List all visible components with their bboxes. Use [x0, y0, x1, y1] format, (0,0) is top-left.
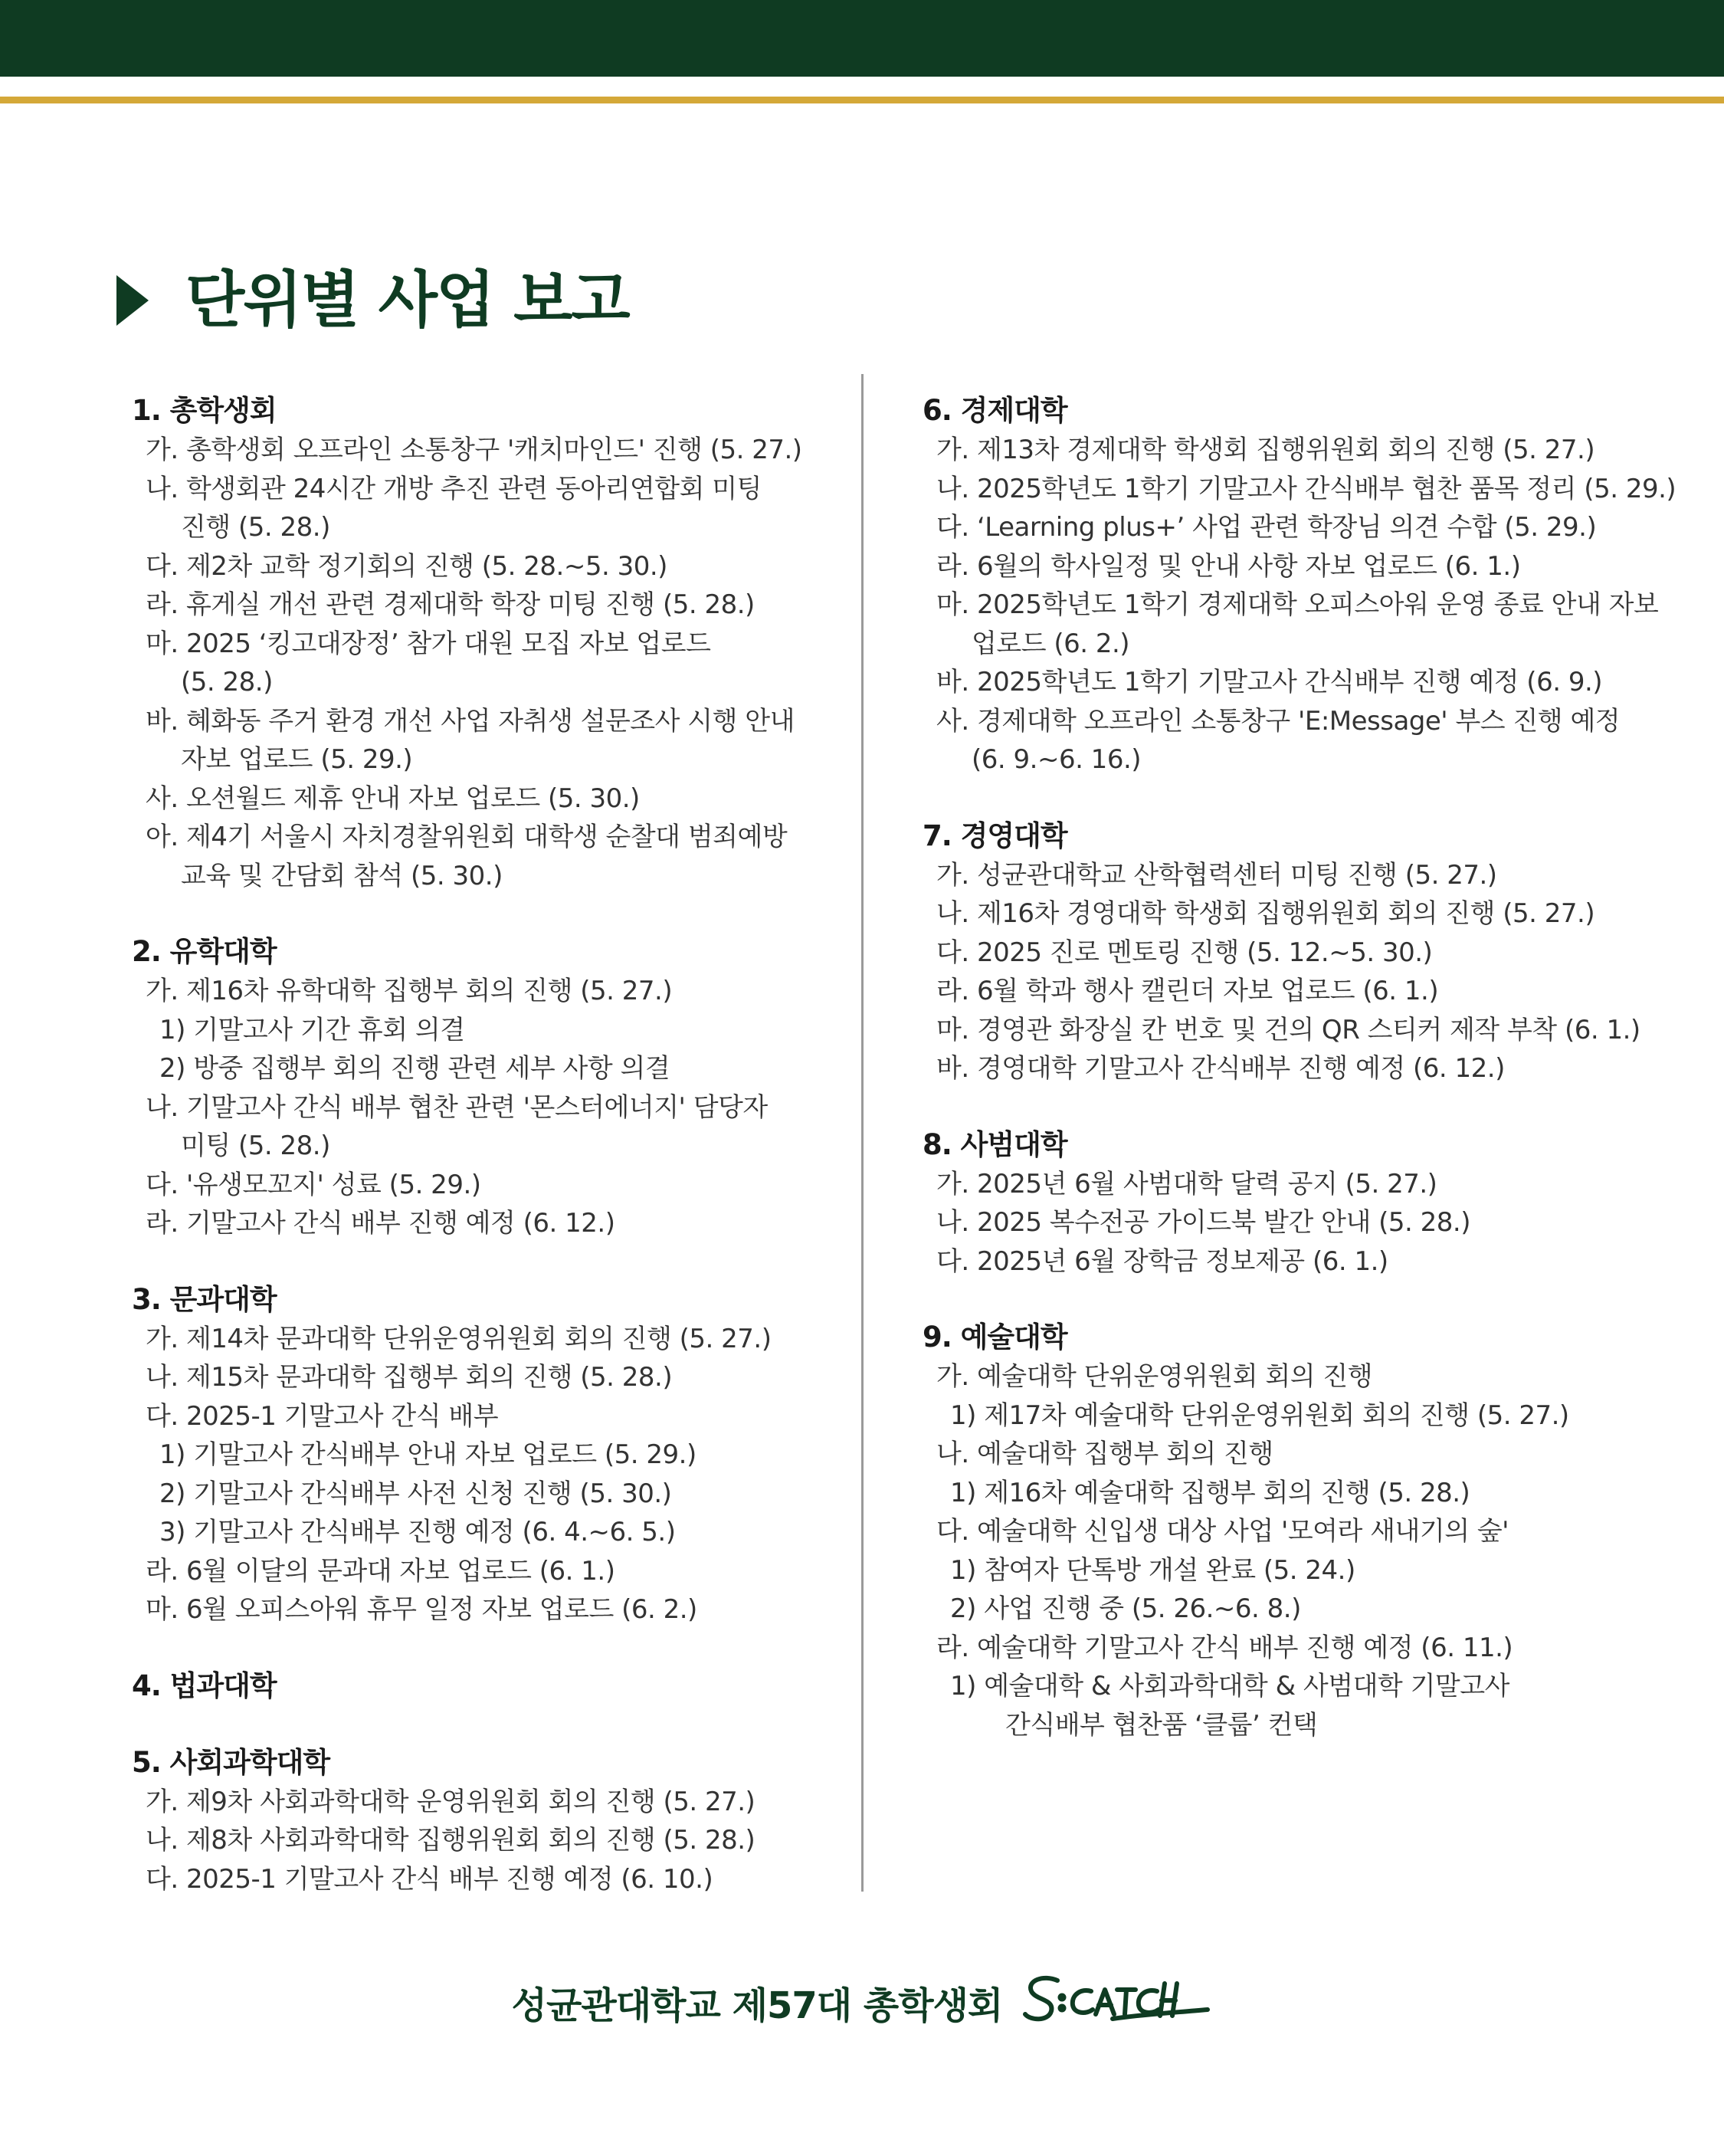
header-band [0, 0, 1724, 77]
report-line: 아. 제4기 서울시 자치경찰위원회 대학생 순찰대 범죄예방 [146, 822, 788, 852]
report-line: 다. 2025-1 기말고사 간식 배부 진행 예정 (6. 10.) [146, 1863, 713, 1895]
section [132, 1280, 844, 1629]
report-line: 나. 제15차 문과대학 집행부 회의 진행 (5. 28.) [146, 1362, 673, 1393]
report-line: 다. 제2차 교학 정기회의 진행 (5. 28.~5. 30.) [146, 550, 667, 582]
section [132, 391, 844, 895]
report-line: 다. 2025년 6월 장학금 정보제공 (6. 1.) [936, 1245, 1388, 1277]
report-line: 마. 2025학년도 1학기 경제대학 오피스아워 운영 종료 안내 자보 [936, 589, 1659, 620]
report-line: 가. 총학생회 오프라인 소통창구 '캐치마인드' 진행 (5. 27.) [146, 435, 802, 465]
report-line: 나. 제8차 사회과학대학 집행위원회 회의 진행 (5. 28.) [146, 1825, 755, 1856]
report-line: 바. 경영대학 기말고사 간식배부 진행 예정 (6. 12.) [936, 1053, 1505, 1084]
header-accent-line [0, 97, 1724, 103]
section [923, 1318, 1719, 1744]
section-title: 5. 사회과학대학 [132, 1745, 330, 1779]
report-line: 가. 제13차 경제대학 학생회 집행위원회 회의 진행 (5. 27.) [936, 435, 1595, 465]
section [132, 1743, 844, 1899]
report-line: 바. 혜화동 주거 환경 개선 사업 자취생 설문조사 시행 안내 [146, 705, 795, 737]
report-line: 라. 6월 이달의 문과대 자보 업로드 (6. 1.) [146, 1555, 615, 1587]
report-line: 다. '유생모꼬지' 성료 (5. 29.) [146, 1169, 481, 1200]
report-line: 다. 예술대학 신입생 대상 사업 '모여라 새내기의 숲' [936, 1516, 1509, 1547]
section [923, 391, 1719, 779]
report-line: 마. 6월 오피스아워 휴무 일정 자보 업로드 (6. 2.) [146, 1594, 697, 1625]
report-line: 1) 제17차 예술대학 단위운영위원회 회의 진행 (5. 27.) [950, 1400, 1569, 1431]
report-line: 가. 제9차 사회과학대학 운영위원회 회의 진행 (5. 27.) [146, 1786, 755, 1817]
report-line: 가. 제16차 유학대학 집행부 회의 진행 (5. 27.) [146, 976, 673, 1006]
report-line: 다. 2025-1 기말고사 간식 배부 [146, 1400, 499, 1432]
section [132, 1666, 844, 1706]
footer [0, 1970, 1724, 2034]
report-line: 라. 예술대학 기말고사 간식 배부 진행 예정 (6. 11.) [936, 1632, 1513, 1663]
section-title: 1. 총학생회 [132, 394, 277, 427]
page-title-block [116, 264, 629, 336]
report-line: 나. 학생회관 24시간 개방 추진 관련 동아리연합회 미팅 [146, 473, 762, 504]
report-line: 라. 기말고사 간식 배부 진행 예정 (6. 12.) [146, 1208, 615, 1239]
section-title: 4. 법과대학 [132, 1669, 277, 1702]
page-title: 단위별 사업 보고 [185, 264, 629, 336]
triangle-bullet-icon [116, 275, 149, 326]
column-divider [861, 374, 864, 1892]
report-line: 1) 예술대학 & 사회과학대학 & 사범대학 기말고사 [950, 1671, 1509, 1702]
report-line: 1) 참여자 단톡방 개설 완료 (5. 24.) [950, 1554, 1355, 1586]
report-line: 라. 6월의 학사일정 및 안내 사항 자보 업로드 (6. 1.) [936, 550, 1521, 582]
section [132, 932, 844, 1243]
report-line: 바. 2025학년도 1학기 기말고사 간식배부 진행 예정 (6. 9.) [936, 667, 1603, 697]
report-line: 나. 2025 복수전공 가이드북 발간 안내 (5. 28.) [936, 1207, 1470, 1238]
report-line: 자보 업로드 (5. 29.) [181, 744, 413, 775]
report-line: 가. 예술대학 단위운영위원회 회의 진행 [936, 1361, 1373, 1392]
report-line: 업로드 (6. 2.) [972, 628, 1130, 659]
report-line: 2) 사업 진행 중 (5. 26.~6. 8.) [950, 1593, 1301, 1624]
report-line: 마. 2025 ‘킹고대장정’ 참가 대원 모집 자보 업로드 [146, 628, 711, 659]
scatch-logo [1021, 1970, 1212, 2034]
report-line: 다. ‘Learning plus+’ 사업 관련 학장님 의견 수합 (5. 29.) [936, 512, 1597, 543]
footer-text: 성균관대학교 제57대 총학생회 [511, 1984, 1003, 2027]
report-line: 2) 방중 집행부 회의 진행 관련 세부 사항 의결 [159, 1053, 670, 1084]
section-title: 6. 경제대학 [923, 394, 1067, 427]
section-title: 3. 문과대학 [132, 1282, 277, 1316]
section-title: 8. 사범대학 [923, 1127, 1067, 1161]
report-line: 마. 경영관 화장실 칸 번호 및 건의 QR 스티커 제작 부착 (6. 1.) [936, 1014, 1640, 1045]
report-line: 사. 오션월드 제휴 안내 자보 업로드 (5. 30.) [146, 783, 640, 814]
report-line: 가. 2025년 6월 사범대학 달력 공지 (5. 27.) [936, 1168, 1437, 1199]
section-title: 9. 예술대학 [923, 1321, 1067, 1354]
report-line: 라. 휴게실 개선 관련 경제대학 학장 미팅 진행 (5. 28.) [146, 589, 755, 620]
report-line: 1) 기말고사 간식배부 안내 자보 업로드 (5. 29.) [159, 1439, 696, 1470]
report-line: (5. 28.) [181, 667, 273, 697]
report-line: 미팅 (5. 28.) [181, 1131, 330, 1161]
report-line: 나. 예술대학 집행부 회의 진행 [936, 1439, 1273, 1469]
report-line: (6. 9.~6. 16.) [972, 744, 1142, 775]
report-line: 1) 기말고사 기간 휴회 의결 [159, 1014, 465, 1045]
report-line: 1) 제16차 예술대학 집행부 회의 진행 (5. 28.) [950, 1477, 1470, 1508]
report-line: 나. 2025학년도 1학기 기말고사 간식배부 협찬 품목 정리 (5. 29.) [936, 473, 1676, 504]
report-line: 라. 6월 학과 행사 캘린더 자보 업로드 (6. 1.) [936, 976, 1439, 1006]
report-line: 사. 경제대학 오프라인 소통창구 'E:Message' 부스 진행 예정 [936, 705, 1621, 737]
right-column [923, 391, 1719, 1781]
report-line: 가. 성균관대학교 산학협력센터 미팅 진행 (5. 27.) [936, 859, 1497, 891]
report-line: 2) 기말고사 간식배부 사전 신청 진행 (5. 30.) [159, 1478, 672, 1509]
report-line: 나. 기말고사 간식 배부 협찬 관련 '몬스터에너지' 담당자 [146, 1091, 768, 1123]
report-line: 가. 제14차 문과대학 단위운영위원회 회의 진행 (5. 27.) [146, 1323, 772, 1354]
section [923, 816, 1719, 1088]
report-line: 간식배부 협찬품 ‘클룹’ 컨택 [1005, 1709, 1318, 1741]
section-title: 2. 유학대학 [132, 935, 277, 968]
section [923, 1125, 1719, 1281]
left-column [132, 391, 844, 1935]
report-line: 교육 및 간담회 참석 (5. 30.) [181, 860, 503, 891]
report-line: 진행 (5. 28.) [181, 512, 330, 543]
section-title: 7. 경영대학 [923, 819, 1067, 852]
report-line: 나. 제16차 경영대학 학생회 집행위원회 회의 진행 (5. 27.) [936, 898, 1595, 929]
report-line: 다. 2025 진로 멘토링 진행 (5. 12.~5. 30.) [936, 937, 1433, 968]
report-line: 3) 기말고사 간식배부 진행 예정 (6. 4.~6. 5.) [159, 1517, 676, 1547]
